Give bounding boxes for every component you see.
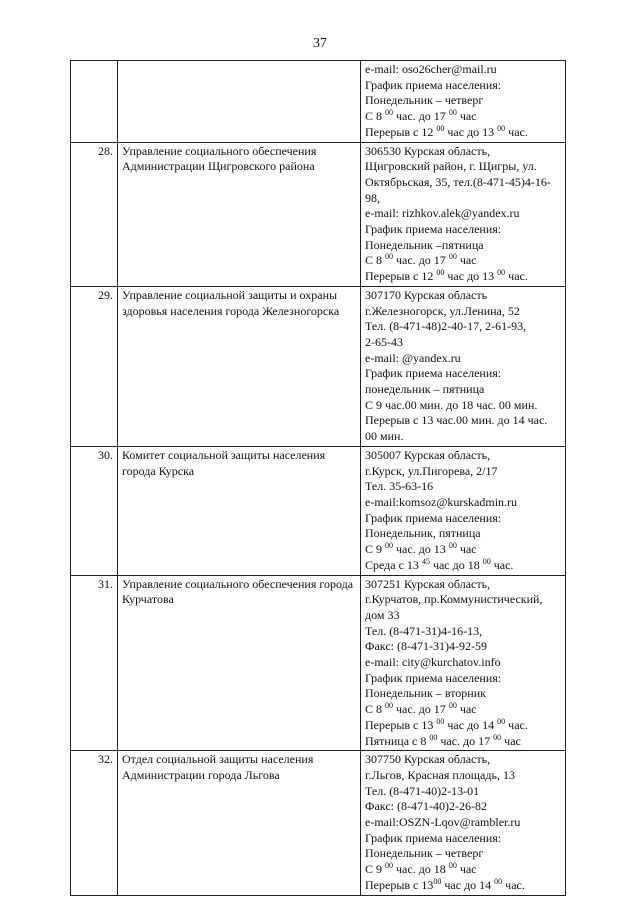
contact-line	[365, 125, 561, 141]
contact-text: e-mail: @yandex.ru	[365, 350, 461, 365]
row-number: 30.	[71, 446, 118, 575]
contact-text: час	[456, 542, 477, 557]
superscript-minutes: 00	[497, 123, 506, 133]
contact-line	[365, 288, 561, 304]
contact-line	[365, 526, 561, 542]
table-row	[71, 286, 566, 446]
superscript-minutes: 00	[429, 732, 438, 742]
superscript-minutes: 00	[497, 268, 506, 278]
contact-text: час. до 17	[393, 109, 449, 124]
contact-text: С 8	[365, 702, 386, 717]
contact-line	[365, 702, 561, 718]
contact-line	[365, 577, 561, 593]
contact-line	[365, 671, 561, 687]
organization-name: Управление социального обеспечения Администрации Щигровского района	[118, 142, 361, 286]
contact-text: г.Железногорск, ул.Ленина, 52	[365, 303, 520, 318]
contact-line	[365, 734, 561, 750]
contact-text: дом 33	[365, 607, 400, 622]
superscript-minutes: 00	[385, 541, 394, 551]
contact-text: График приема населения:	[365, 670, 502, 685]
contact-line	[365, 878, 561, 894]
contact-text: e-mail: rizhkov.alek@yandex.ru	[365, 206, 520, 221]
contact-line	[365, 413, 561, 429]
contact-text: С 9	[365, 542, 386, 557]
contact-text: час. до 17	[437, 733, 494, 748]
contact-text: г.Льгов, Красная площадь, 13	[365, 767, 515, 782]
contact-line	[365, 815, 561, 831]
contact-line	[365, 624, 561, 640]
superscript-minutes: 00	[494, 876, 503, 886]
table-row	[71, 142, 566, 286]
row-number: 31.	[71, 575, 118, 751]
superscript-minutes: 00	[493, 732, 502, 742]
contact-line	[365, 175, 561, 191]
contact-text: Факс: (8-471-40)2-26-82	[365, 799, 487, 814]
contact-line	[365, 382, 561, 398]
contact-line	[365, 319, 561, 335]
organization-name: Комитет социальной защиты населения города Курска	[118, 446, 361, 575]
contact-line	[365, 558, 561, 574]
contact-text: 305007 Курская область,	[365, 447, 491, 462]
contact-line	[365, 718, 561, 734]
contact-text: г.Курск, ул.Пигорева, 2/17	[365, 463, 498, 478]
contact-text: час.	[505, 269, 528, 284]
contact-text: час. до 13	[393, 542, 449, 557]
contact-line	[365, 831, 561, 847]
row-number: 29.	[71, 286, 118, 446]
contact-text: 306530 Курская область,	[365, 143, 491, 158]
row-number: 32.	[71, 751, 118, 895]
contact-text: Понедельник –пятница	[365, 237, 484, 252]
contact-text: График приема населения:	[365, 77, 502, 92]
superscript-minutes: 00	[482, 556, 491, 566]
contact-text: Тел. (8-471-40)2-13-01	[365, 783, 480, 798]
contact-line	[365, 366, 561, 382]
contact-text: С 8	[365, 253, 386, 268]
contact-text: час до 13	[444, 124, 498, 139]
contact-info	[361, 575, 566, 751]
contact-text: Понедельник – вторник	[365, 686, 486, 701]
table-row	[71, 751, 566, 895]
contact-text: Перерыв с 12	[365, 269, 437, 284]
page-number: 37	[313, 36, 327, 51]
contact-text: График приема населения:	[365, 366, 502, 381]
superscript-minutes: 00	[448, 701, 457, 711]
contact-line	[365, 448, 561, 464]
contact-text: С 9	[365, 862, 386, 877]
contact-text: Тел. (8-471-48)2-40-17, 2-61-93,	[365, 319, 527, 334]
table-row	[71, 446, 566, 575]
superscript-minutes: 00	[497, 716, 506, 726]
contact-line	[365, 511, 561, 527]
superscript-minutes: 00	[385, 108, 394, 118]
contact-line	[365, 304, 561, 320]
contact-line	[365, 398, 561, 414]
organization-name: Отдел социальной защиты населения Администрации города Льгова	[118, 751, 361, 895]
row-number	[71, 61, 118, 143]
superscript-minutes: 45	[421, 556, 430, 566]
contact-text: час.	[502, 877, 525, 892]
contact-text: 98,	[365, 190, 380, 205]
contact-text: Пятница с 8	[365, 733, 430, 748]
contact-text: час. до 18	[393, 862, 449, 877]
contact-line	[365, 799, 561, 815]
contact-line	[365, 784, 561, 800]
contact-text: час	[501, 733, 521, 748]
contact-line	[365, 768, 561, 784]
superscript-minutes: 00	[385, 252, 394, 262]
contact-text: Среда с 13	[365, 557, 422, 572]
superscript-minutes: 00	[385, 861, 394, 871]
superscript-minutes: 00	[448, 541, 457, 551]
contact-text: понедельник – пятница	[365, 382, 485, 397]
contact-text: Факс: (8-471-31)4-92-59	[365, 639, 487, 654]
contact-text: час до 14	[441, 877, 495, 892]
contact-text: час до 18	[429, 557, 483, 572]
contact-info	[361, 446, 566, 575]
contact-text: Перерыв с 13	[365, 877, 434, 892]
contact-text: Перерыв с 13 час.00 мин. до 14 час.	[365, 413, 548, 428]
contact-text: Понедельник – четверг	[365, 846, 484, 861]
superscript-minutes: 00	[448, 252, 457, 262]
contact-info	[361, 286, 566, 446]
contact-text: Понедельник, пятница	[365, 526, 481, 541]
contact-text: 307251 Курская область,	[365, 576, 491, 591]
contact-line	[365, 62, 561, 78]
contact-text: час	[456, 109, 477, 124]
contact-text: Тел. (8-471-31)4-16-13,	[365, 623, 483, 638]
contact-line	[365, 159, 561, 175]
contact-line	[365, 144, 561, 160]
contact-line	[365, 93, 561, 109]
contact-text: час	[456, 702, 477, 717]
organization-name: Управление социального обеспечения города Курчатова	[118, 575, 361, 751]
contact-text: График приема населения:	[365, 830, 502, 845]
contact-text: час	[456, 862, 477, 877]
contact-text: час до 14	[444, 717, 498, 732]
contact-line	[365, 846, 561, 862]
contact-line	[365, 495, 561, 511]
contact-text: e-mail: city@kurchatov.info	[365, 655, 501, 670]
contact-text: Щигровский район, г. Щигры, ул.	[365, 159, 537, 174]
contact-text: час.	[505, 124, 528, 139]
contact-text: Понедельник – четверг	[365, 93, 484, 108]
table-row	[71, 61, 566, 143]
superscript-minutes: 00	[436, 716, 445, 726]
contact-text: Тел. 35-63-16	[365, 479, 434, 494]
superscript-minutes: 00	[433, 876, 442, 886]
contact-text: Октябрьская, 35, тел.(8-471-45)4-16-	[365, 174, 551, 189]
contact-text: Перерыв с 13	[365, 717, 437, 732]
contact-text: г.Курчатов, пр.Коммунистический,	[365, 592, 543, 607]
contact-text: час.	[490, 557, 514, 572]
contact-line	[365, 78, 561, 94]
contact-line	[365, 238, 561, 254]
contact-text: 2-65-43	[365, 334, 403, 349]
contact-line	[365, 479, 561, 495]
contact-text: 00 мин.	[365, 429, 404, 444]
superscript-minutes: 00	[385, 701, 394, 711]
contact-text: час.	[505, 717, 528, 732]
contact-line	[365, 592, 561, 608]
contact-line	[365, 655, 561, 671]
contact-text: 307170 Курская область	[365, 287, 488, 302]
contact-line	[365, 351, 561, 367]
contact-text: e-mail: oso26cher@mail.ru	[365, 62, 497, 76]
contact-line	[365, 639, 561, 655]
contact-text: График приема населения:	[365, 510, 502, 525]
contact-text: e-mail:komsoz@kurskadmin.ru	[365, 494, 518, 509]
contact-line	[365, 109, 561, 125]
contact-line	[365, 222, 561, 238]
contact-line	[365, 206, 561, 222]
contact-line	[365, 752, 561, 768]
contact-line	[365, 269, 561, 285]
contact-text: час	[456, 253, 477, 268]
superscript-minutes: 00	[436, 268, 445, 278]
social-protection-table	[70, 60, 566, 896]
contact-text: С 9 час.00 мин. до 18 час. 00 мин.	[365, 397, 538, 412]
contact-text: e-mail:OSZN-Lqov@rambler.ru	[365, 815, 521, 830]
superscript-minutes: 00	[436, 123, 445, 133]
contact-text: С 8	[365, 109, 386, 124]
contact-line	[365, 862, 561, 878]
contact-info	[361, 142, 566, 286]
table-row	[71, 575, 566, 751]
contact-text: час. до 17	[393, 702, 449, 717]
contact-text: час. до 17	[393, 253, 449, 268]
contact-info	[361, 751, 566, 895]
contact-line	[365, 253, 561, 269]
contact-line	[365, 464, 561, 480]
contact-info	[361, 61, 566, 143]
superscript-minutes: 00	[448, 861, 457, 871]
contact-line	[365, 429, 561, 445]
contact-text: Перерыв с 12	[365, 124, 437, 139]
contact-line	[365, 335, 561, 351]
contact-line	[365, 191, 561, 207]
row-number: 28.	[71, 142, 118, 286]
contact-text: График приема населения:	[365, 222, 502, 237]
contact-line	[365, 542, 561, 558]
organization-name	[118, 61, 361, 143]
contact-line	[365, 608, 561, 624]
contact-line	[365, 686, 561, 702]
contact-text: 307750 Курская область,	[365, 752, 491, 767]
contact-text: час до 13	[444, 269, 498, 284]
superscript-minutes: 00	[448, 108, 457, 118]
organization-name: Управление социальной защиты и охраны здоровья населения города Железногорска	[118, 286, 361, 446]
